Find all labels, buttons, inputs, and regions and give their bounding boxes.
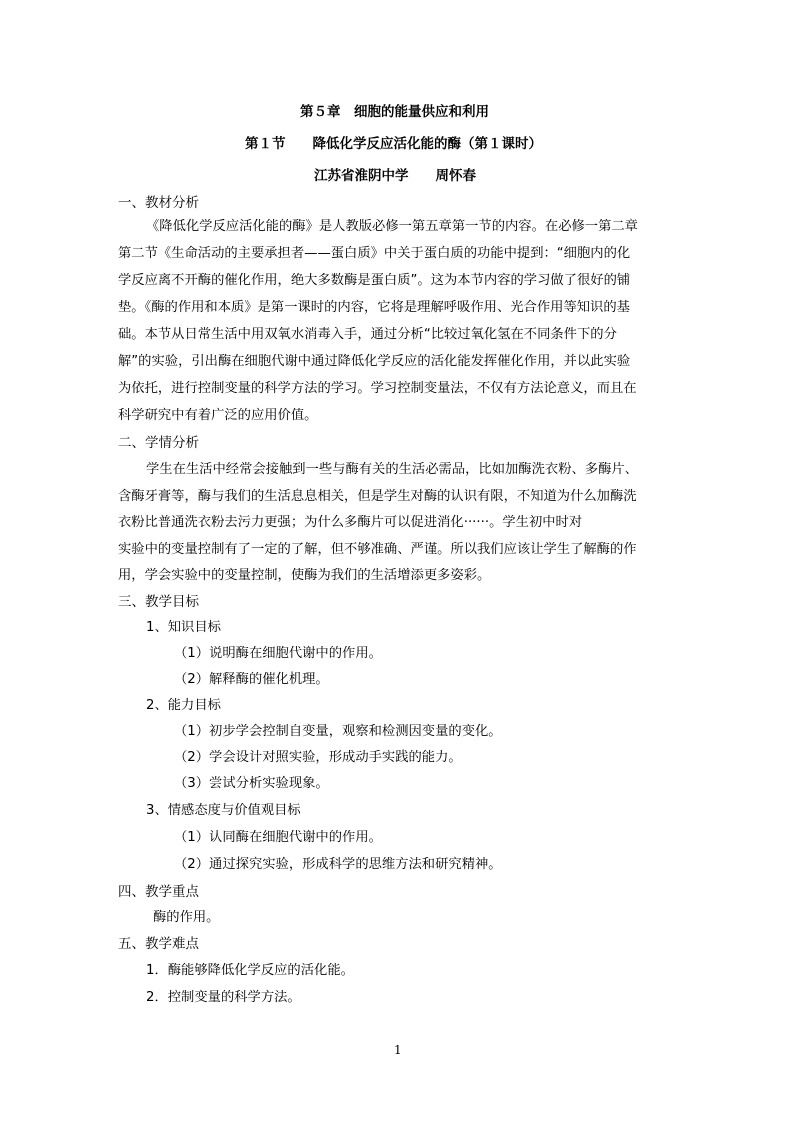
paragraph-line: 实验中的变量控制有了一定的了解，但不够准确、严谨。所以我们应该让学生了解酶的作 bbox=[118, 542, 637, 557]
paragraph-line: 第二节《生命活动的主要承担者——蛋白质》中关于蛋白质的功能中提到：“细胞内的化 bbox=[118, 246, 631, 261]
section-heading: 五、教学难点 bbox=[118, 936, 199, 952]
author-line: 江苏省淮阴中学 周怀春 bbox=[314, 168, 476, 184]
goal-group-title: 3、情感态度与价值观目标 bbox=[146, 803, 301, 818]
goal-group-title: 1、知识目标 bbox=[146, 620, 221, 635]
paragraph-line: 含酶牙膏等，酶与我们的生活息息相关，但是学生对酶的认识有限，不知道为什么加酶洗 bbox=[118, 489, 637, 504]
goal-item: （3）尝试分析实验现象。 bbox=[174, 776, 329, 791]
difficulty-item: 1．酶能够降低化学反应的活化能。 bbox=[146, 963, 354, 978]
goal-item: （2）解释酶的催化机理。 bbox=[174, 672, 329, 687]
paragraph-line: 础。本节从日常生活中用双氧水消毒入手，通过分析“比较过氧化氢在不同条件下的分 bbox=[118, 327, 617, 342]
key-point: 酶的作用。 bbox=[153, 910, 220, 925]
paragraph-line: 用，学会实验中的变量控制，使酶为我们的生活增添更多姿彩。 bbox=[118, 568, 491, 583]
chapter-title: 第５章 细胞的能量供应和利用 bbox=[300, 104, 489, 120]
goal-item: （2）通过探究实验，形成科学的思维方法和研究精神。 bbox=[174, 857, 502, 872]
section-heading: 二、学情分析 bbox=[118, 435, 199, 451]
paragraph-line: 解”的实验，引出酶在细胞代谢中通过降低化学反应的活化能发挥催化作用，并以此实验 bbox=[118, 354, 631, 369]
paragraph-line: 为依托，进行控制变量的科学方法的学习。学习控制变量法，不仅有方法论意义，而且在 bbox=[118, 381, 637, 396]
goal-item: （1）初步学会控制自变量，观察和检测因变量的变化。 bbox=[174, 724, 502, 739]
goal-group-title: 2、能力目标 bbox=[146, 698, 221, 713]
paragraph-line: 衣粉比普通洗衣粉去污力更强；为什么多酶片可以促进消化······。学生初中时对 bbox=[118, 515, 583, 530]
paragraph-line: 垫。《酶的作用和本质》是第一课时的内容，它将是理解呼吸作用、光合作用等知识的基 bbox=[118, 300, 630, 315]
goal-item: （1）说明酶在细胞代谢中的作用。 bbox=[174, 646, 382, 661]
goal-item: （2）学会设计对照实验，形成动手实践的能力。 bbox=[174, 750, 462, 765]
page-number: 1 bbox=[394, 1043, 402, 1057]
section-heading: 三、教学目标 bbox=[118, 594, 199, 610]
section-heading: 四、教学重点 bbox=[118, 884, 199, 900]
section-heading: 一、教材分析 bbox=[118, 195, 199, 211]
paragraph-line: 《降低化学反应活化能的酶》是人教版必修一第五章第一节的内容。在必修一第二章 bbox=[146, 219, 638, 234]
paragraph-line: 科学研究中有着广泛的应用价值。 bbox=[118, 408, 318, 423]
paragraph-line: 学生在生活中经常会接触到一些与酶有关的生活必需品，比如加酶洗衣粉、多酶片、 bbox=[146, 462, 638, 477]
paragraph-line: 学反应离不开酶的催化作用，绝大多数酶是蛋白质”。这为本节内容的学习做了很好的铺 bbox=[118, 273, 631, 288]
goal-item: （1）认同酶在细胞代谢中的作用。 bbox=[174, 830, 382, 845]
section-title: 第１节 降低化学反应活化能的酶（第１课时） bbox=[245, 136, 542, 152]
difficulty-item: 2．控制变量的科学方法。 bbox=[146, 990, 301, 1005]
